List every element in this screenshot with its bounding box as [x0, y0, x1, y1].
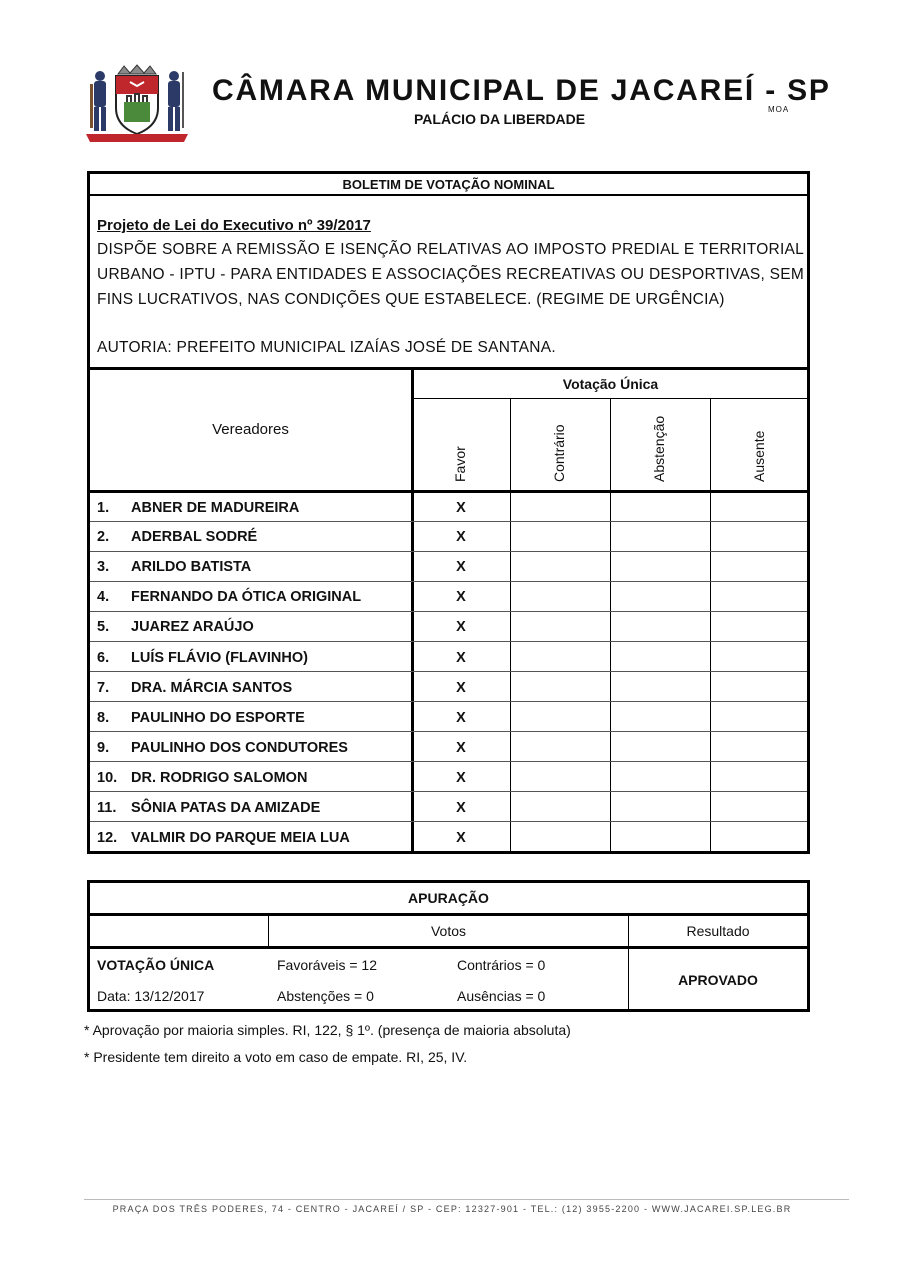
row-divider: [90, 791, 807, 792]
footer-divider: [84, 1199, 849, 1200]
vote-mark: X: [456, 710, 466, 726]
row-divider: [90, 641, 807, 642]
divider: [90, 367, 807, 370]
tally-title: APURAÇÃO: [408, 890, 489, 906]
column-favor: Favor: [452, 446, 468, 482]
tally-label: VOTAÇÃO ÚNICA: [97, 957, 215, 973]
row-number: 12.: [97, 830, 118, 846]
vereador-name: LUÍS FLÁVIO (FLAVINHO): [131, 650, 308, 666]
divider: [710, 399, 711, 854]
vote-mark: X: [456, 650, 466, 666]
divider: [90, 194, 807, 196]
vereador-name: ABNER DE MADUREIRA: [131, 500, 300, 516]
column-abstencao: Abstenção: [651, 415, 667, 482]
divider: [90, 913, 807, 916]
page-subtitle: PALÁCIO DA LIBERDADE: [414, 111, 586, 127]
row-number: 10.: [97, 770, 118, 786]
row-number: 8.: [97, 710, 110, 726]
row-number: 6.: [97, 650, 110, 666]
row-number: 1.: [97, 500, 110, 516]
vereador-name: PAULINHO DO ESPORTE: [131, 710, 305, 726]
vereadores-header: Vereadores: [212, 421, 289, 438]
vote-header: Votação Única: [562, 376, 659, 392]
divider: [90, 946, 807, 949]
vote-mark: X: [456, 529, 466, 545]
row-number: 7.: [97, 680, 110, 696]
row-divider: [90, 551, 807, 552]
vereador-name: VALMIR DO PARQUE MEIA LUA: [131, 830, 350, 846]
votos-header: Votos: [430, 923, 467, 939]
favoraveis-count: Favoráveis = 12: [277, 957, 377, 973]
result-value: APROVADO: [678, 972, 758, 988]
voting-bulletin-table: [87, 171, 810, 854]
page-title: CÂMARA MUNICIPAL DE JACAREÍ - SP: [212, 74, 831, 107]
vote-mark: X: [456, 559, 466, 575]
vote-mark: X: [456, 800, 466, 816]
bulletin-title: BOLETIM DE VOTAÇÃO NOMINAL: [342, 177, 555, 192]
vereador-name: ARILDO BATISTA: [131, 559, 252, 575]
row-divider: [90, 701, 807, 702]
divider: [510, 399, 511, 854]
note-tiebreak: * Presidente tem direito a voto em caso de empate. RI, 25, IV.: [84, 1049, 468, 1065]
vote-mark: X: [456, 770, 466, 786]
column-ausente: Ausente: [751, 430, 767, 482]
row-divider: [90, 521, 807, 522]
vereador-name: DRA. MÁRCIA SANTOS: [131, 680, 293, 696]
tally-table: [87, 880, 810, 1012]
row-number: 4.: [97, 589, 110, 605]
resultado-header: Resultado: [686, 923, 750, 939]
divider: [90, 490, 807, 493]
vote-mark: X: [456, 589, 466, 605]
footer-address: PRAÇA DOS TRÊS PODERES, 74 - CENTRO - JACAREÍ / SP - CEP: 12327-901 - TEL.: (12) 3955-2200 - WWW.JACAREI.SP.LEG.BR: [112, 1204, 792, 1214]
vereador-name: DR. RODRIGO SALOMON: [131, 770, 308, 786]
vereador-name: SÔNIA PATAS DA AMIZADE: [131, 800, 321, 816]
divider: [411, 370, 414, 854]
row-divider: [90, 611, 807, 612]
small-mark: MOA: [768, 105, 790, 114]
row-number: 11.: [97, 800, 117, 816]
abstencoes-count: Abstenções = 0: [277, 988, 374, 1004]
row-divider: [90, 761, 807, 762]
project-description: DISPÕE SOBRE A REMISSÃO E ISENÇÃO RELATIVAS AO IMPOSTO PREDIAL E TERRITORIAL URBANO - IPTU - PARA ENTIDADES E ASSOCIAÇÕES RECREATIVAS OU DESPORTIVAS, SEM FINS LUCRATIVOS, NAS CONDIÇÕES QUE ESTABELECE. (REGIME DE URGÊNCIA): [97, 241, 804, 308]
vereador-name: PAULINHO DOS CONDUTORES: [131, 740, 348, 756]
ausencias-count: Ausências = 0: [457, 988, 546, 1004]
vereador-name: ADERBAL SODRÉ: [131, 529, 258, 545]
row-divider: [90, 581, 807, 582]
row-number: 5.: [97, 619, 110, 635]
row-number: 9.: [97, 740, 110, 756]
row-number: 3.: [97, 559, 110, 575]
vereador-name: FERNANDO DA ÓTICA ORIGINAL: [131, 589, 362, 605]
vereador-name: JUAREZ ARAÚJO: [131, 619, 254, 635]
vote-mark: X: [456, 680, 466, 696]
row-divider: [90, 821, 807, 822]
contrarios-count: Contrários = 0: [457, 957, 546, 973]
vote-mark: X: [456, 619, 466, 635]
vote-mark: X: [456, 740, 466, 756]
vote-mark: X: [456, 500, 466, 516]
project-author: AUTORIA: PREFEITO MUNICIPAL IZAÍAS JOSÉ DE SANTANA.: [97, 339, 556, 356]
tally-date: Data: 13/12/2017: [97, 988, 205, 1004]
divider: [610, 399, 611, 854]
note-majority: * Aprovação por maioria simples. RI, 122, § 1º. (presença de maioria absoluta): [84, 1022, 571, 1038]
row-divider: [90, 731, 807, 732]
row-divider: [90, 671, 807, 672]
vote-mark: X: [456, 830, 466, 846]
coat-of-arms-logo: [82, 64, 192, 150]
column-contrario: Contrário: [551, 424, 567, 482]
project-title: Projeto de Lei do Executivo nº 39/2017: [97, 217, 371, 234]
row-number: 2.: [97, 529, 110, 545]
